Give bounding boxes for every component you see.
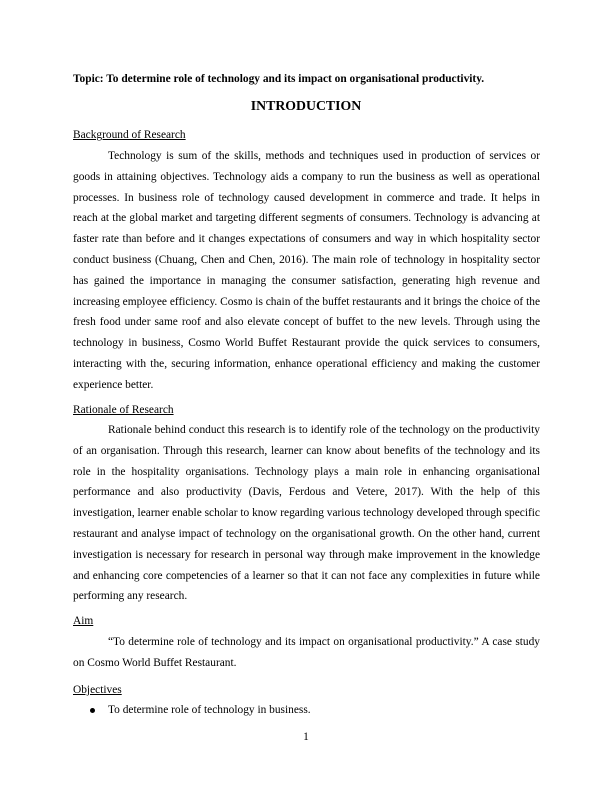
background-heading: Background of Research	[73, 129, 186, 141]
aim-paragraph: “To determine role of technology and its impact on organisational productivity.” A case study on Cosmo World Buffet Restaurant.	[73, 636, 540, 669]
objectives-list	[73, 700, 540, 720]
page-title: INTRODUCTION	[250, 98, 362, 113]
aim-heading: Aim	[73, 615, 94, 627]
page-number: 1	[303, 731, 309, 743]
objectives-heading: Objectives	[73, 684, 122, 696]
topic-line: Topic: To determine role of technology and its impact on organisational productivity.	[73, 73, 485, 85]
bullet-icon	[90, 708, 95, 713]
objective-text: To determine role of technology in business.	[108, 704, 311, 716]
list-item	[73, 700, 540, 720]
background-paragraph: Technology is sum of the skills, methods and techniques used in production of services or goods in attaining objectives. Technology aids a company to run the business as well as operational processes. In business role of technology caused development in commerce and trade. It helps in reach at the global market and targeting different segments of consumers. Technology is advancing at faster rate than before and it changes expectations of consumers and way in which hospitality sector conduct business (Chuang, Chen and Chen, 2016). The main role of technology in hospitality sector has gained the importance in managing the consumer satisfaction, generating high revenue and increasing employee efficiency. Cosmo is chain of the buffet restaurants and it brings the choice of the fresh food under same roof and also elevate concept of buffet to the new levels. Through using the technology in business, Cosmo World Buffet Restaurant provide the quick services to consumers, interacting with the, securing information, enhance operational efficiency and making the customer experience better.	[73, 150, 540, 391]
rationale-paragraph: Rationale behind conduct this research is to identify role of the technology on the productivity of an organisation. Through this research, learner can know about benefits of the technology and its role in the hospitality organisations. Technology plays a main role in enhancing organisational performance and also productivity (Davis, Ferdous and Vetere, 2017). With the help of this investigation, learner enable scholar to know regarding various technology developed through specific restaurant and analyse impact of technology on the organisational growth. On the other hand, current investigation is necessary for research in personal way through make improvement in the knowledge and enhancing core competencies of a learner so that it can not face any complexities in future while performing any research.	[73, 424, 540, 603]
rationale-heading: Rationale of Research	[73, 404, 174, 416]
